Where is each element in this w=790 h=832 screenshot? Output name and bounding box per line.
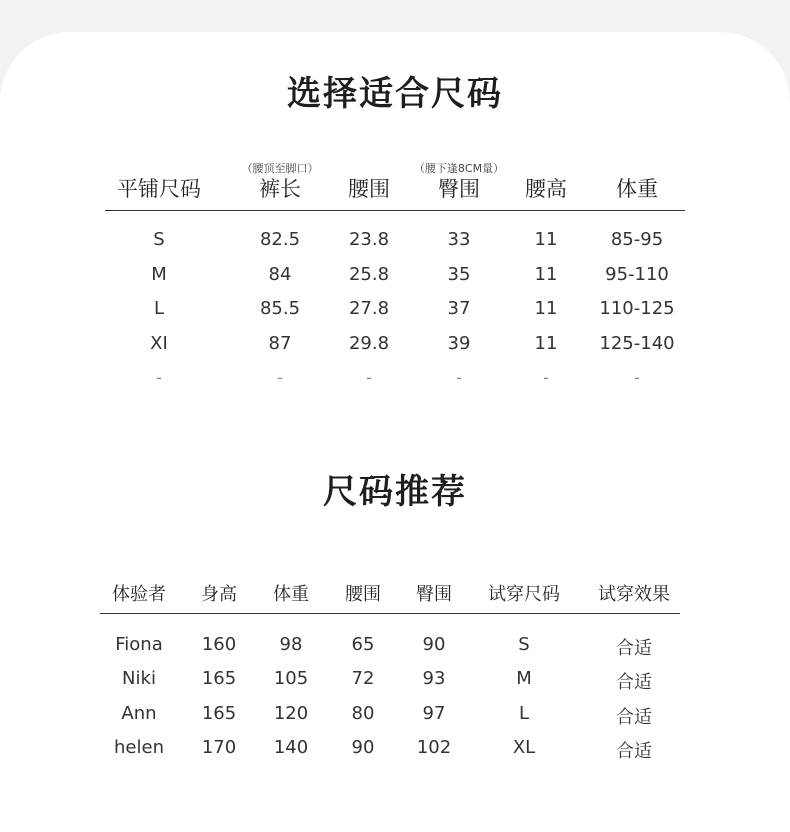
recommend-row-3-cell-3: 90 [351,737,375,758]
size-row-0-cell-2: 23.8 [348,229,390,250]
recommend-row-0-cell-0: Fiona [115,634,163,655]
recommend-row-1-cell-5: M [516,668,532,689]
recommend-header-6: 试穿效果 [598,584,670,605]
size-header-0: 平铺尺码 [117,177,201,201]
recommend-row-3-cell-6: 合适 [616,741,652,762]
size-row-0-cell-3: 33 [447,229,471,250]
recommend-header-4: 臀围 [416,584,452,605]
size-header-3: 臀围 [438,177,480,201]
size-row-4-cell-0: - [156,368,162,387]
recommend-row-1-cell-4: 93 [422,668,446,689]
size-row-1-cell-4: 11 [534,264,558,285]
recommend-row-2-cell-6: 合适 [616,707,652,728]
recommend-row-2-cell-5: L [518,703,530,724]
recommend-row-1-cell-2: 105 [273,668,309,689]
size-row-1-cell-3: 35 [447,264,471,285]
recommend-row-3-cell-0: helen [114,737,164,758]
recommend-row-2-cell-1: 165 [201,703,237,724]
size-row-4-cell-5: - [634,368,640,387]
recommend-header-3: 腰围 [345,584,381,605]
recommend-row-1-cell-0: Niki [122,668,156,689]
size-row-2-cell-4: 11 [534,298,558,319]
recommend-row-1-cell-6: 合适 [616,672,652,693]
recommend-row-2-cell-2: 120 [273,703,309,724]
size-row-2-cell-3: 37 [447,298,471,319]
recommend-header-2: 体重 [273,584,309,605]
recommend-row-0-cell-1: 160 [201,634,237,655]
size-row-0-cell-4: 11 [534,229,558,250]
recommend-row-0-cell-6: 合适 [616,638,652,659]
size-chart-divider [105,210,685,211]
size-row-3-cell-5: 125-140 [599,333,675,354]
recommend-row-0-cell-2: 98 [279,634,303,655]
recommend-header-5: 试穿尺码 [488,584,560,605]
size-row-0-cell-5: 85-95 [610,229,664,250]
size-row-1-cell-0: M [151,264,167,285]
recommend-row-0-cell-5: S [518,634,530,655]
size-header-2: 腰围 [348,177,390,201]
recommend-row-1-cell-3: 72 [351,668,375,689]
size-row-3-cell-4: 11 [534,333,558,354]
recommend-row-3-cell-1: 170 [201,737,237,758]
size-header-1: 裤长 [259,177,301,201]
size-row-3-cell-3: 39 [447,333,471,354]
recommend-divider [100,613,680,614]
size-row-4-cell-3: - [456,368,462,387]
size-row-4-cell-1: - [277,368,283,387]
size-row-4-cell-4: - [543,368,549,387]
size-row-4-cell-2: - [366,368,372,387]
recommend-row-3-cell-5: XL [512,737,536,758]
size-row-2-cell-0: L [153,298,165,319]
size-row-2-cell-5: 110-125 [599,298,675,319]
size-header-5: 体重 [616,177,658,201]
size-row-0-cell-1: 82.5 [259,229,301,250]
content-card [0,32,790,832]
length-note: （腰顶至脚口） [241,162,319,175]
recommend-row-3-cell-2: 140 [273,737,309,758]
recommend-row-2-cell-3: 80 [351,703,375,724]
size-row-2-cell-1: 85.5 [259,298,301,319]
recommend-row-0-cell-4: 90 [422,634,446,655]
size-row-0-cell-0: S [153,229,165,250]
recommend-row-2-cell-4: 97 [422,703,446,724]
size-chart-title: 选择适合尺码 [287,74,503,114]
recommend-header-1: 身高 [201,584,237,605]
size-header-4: 腰高 [525,177,567,201]
size-row-1-cell-1: 84 [268,264,292,285]
recommend-title: 尺码推荐 [323,472,467,512]
recommend-row-2-cell-0: Ann [121,703,157,724]
hip-note: （腰下逢8CM量） [413,162,505,175]
size-row-1-cell-2: 25.8 [348,264,390,285]
size-row-3-cell-2: 29.8 [348,333,390,354]
recommend-row-0-cell-3: 65 [351,634,375,655]
recommend-header-0: 体验者 [112,584,166,605]
recommend-row-1-cell-1: 165 [201,668,237,689]
recommend-row-3-cell-4: 102 [416,737,452,758]
size-row-2-cell-2: 27.8 [348,298,390,319]
size-row-3-cell-1: 87 [268,333,292,354]
size-row-3-cell-0: XI [150,333,168,354]
size-row-1-cell-5: 95-110 [605,264,669,285]
